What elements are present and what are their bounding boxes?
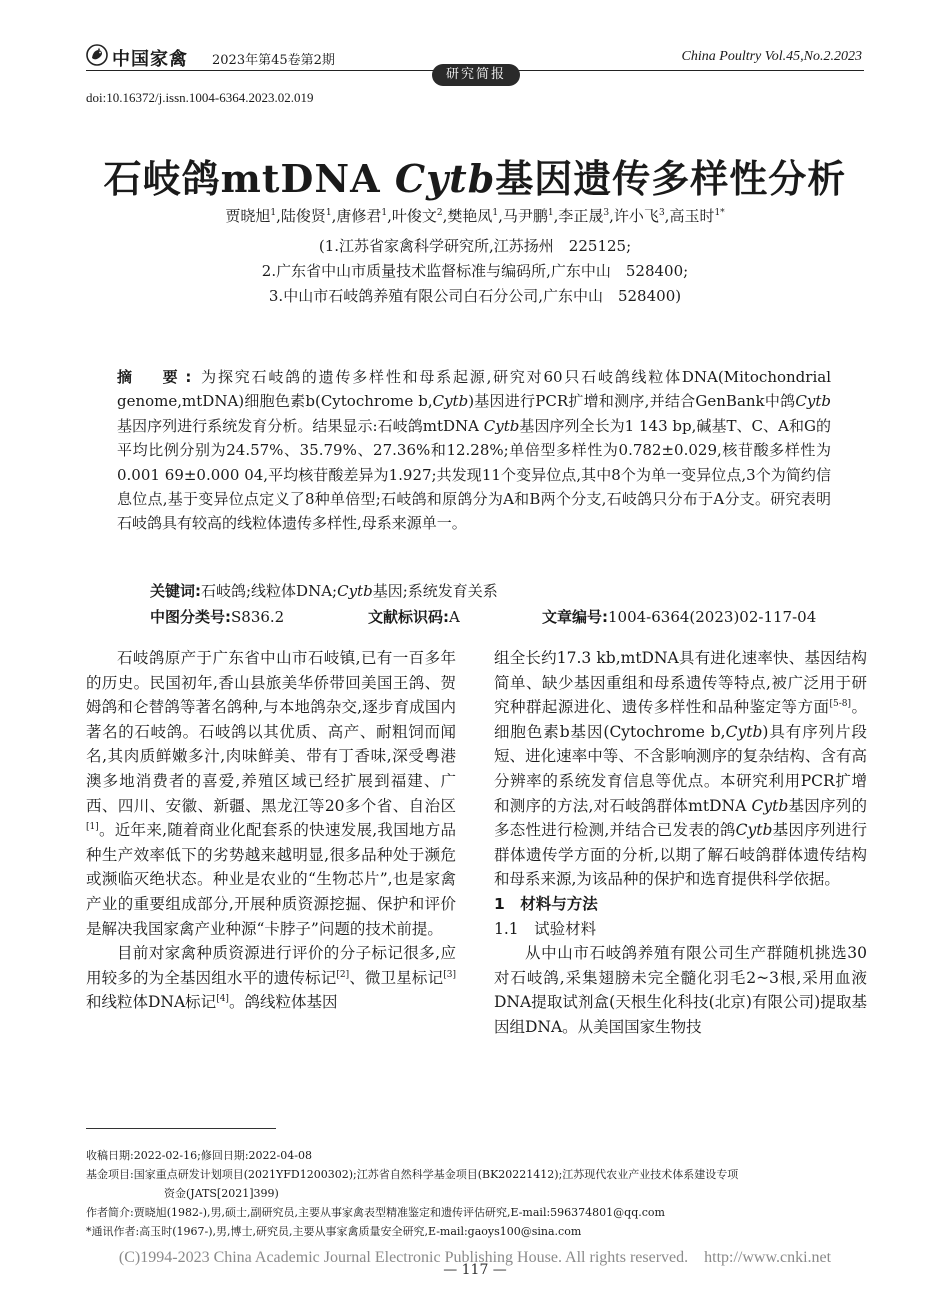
- section-heading: 1 材料与方法: [494, 894, 598, 913]
- abstract-label: 摘 要:: [117, 368, 198, 386]
- journal-english-volume: China Poultry Vol.45,No.2.2023: [681, 49, 862, 64]
- abstract-text: 为探究石岐鸽的遗传多样性和母系起源,研究对60只石岐鸽线粒体DNA(Mitochondrial genome,mtDNA)细胞色素b(Cytochrome b,Cytb)基因进行PCR扩增和测序,并结合GenBank中鸽Cytb基因序列进行系统发育分析。结果显示:石岐鸽mtDNA Cytb基因序列全长为1 143 bp,碱基T、C、A和G的平均比例分别为24.57%、35.79%、27.36%和12.28%;单倍型多样性为0.782±0.029,核苷酸多样性为0.001 69±0.000 04,平均核苷酸差异为1.927;共发现11个变异位点,其中8个为单一变异位点,3个为简约信息位点,基于变异位点定义了8种单倍型;石岐鸽和原鸽分为A和B两个分支,石岐鸽只分布于A分支。研究表明石岐鸽具有较高的线粒体遗传多样性,母系来源单一。: [117, 368, 832, 533]
- footnote-dates: 收稿日期:2022-02-16;修回日期:2022-04-08: [86, 1149, 312, 1162]
- affiliation-1: (1.江苏省家禽科学研究所,江苏扬州 225125;: [318, 237, 632, 255]
- keywords-text: 石岐鸽;线粒体DNA;Cytb基因;系统发育关系: [201, 582, 498, 600]
- page-number: — 117 —: [443, 1262, 507, 1278]
- subsection-heading: 1.1 试验材料: [494, 919, 597, 938]
- clc-number: 中图分类号:S836.2: [150, 608, 285, 626]
- author-list: 贾晓旭$^1$,陆俊贤$^1$,唐修君$^1$,叶俊文$^2$,樊艳凤$^1$,马尹鹏$^1$,李正晟$^3$,许小飞$^3$,高玉时$^{1*}$: [225, 207, 725, 225]
- body-paragraph: 从中山市石岐鸽养殖有限公司生产群随机挑选30对石岐鸽,采集翅膀未完全髓化羽毛2~3根,采用血液DNA提取试剂盒(天根生化科技(北京)有限公司)提取基因组DNA。从美国国家生物技: [494, 944, 867, 1036]
- footnote-author: 作者简介:贾晓旭(1982-),男,硕士,副研究员,主要从事家禽表型精准鉴定和遗传评估研究,E-mail:596374801@qq.com: [86, 1206, 665, 1219]
- body-paragraph: 石岐鸽原产于广东省中山市石岐镇,已有一百多年的历史。民国初年,香山县旅美华侨带回美国王鸽、贺姆鸽和仑替鸽等著名鸽种,与本地鸽杂交,逐步育成国内著名的石岐鸽。石岐鸽以其优质、高产、耐粗饲而闻名,其肉质鲜嫩多汁,肉味鲜美、带有丁香味,深受粤港澳多地消费者的喜爱,养殖区域已经扩展到福建、广西、四川、安徽、新疆、黑龙江等20多个省、自治区[1]。近年来,随着商业化配套系的快速发展,我国地方品种生产效率低下的劣势越来越明显,很多品种处于濒危或濒临灭绝状态。种业是农业的“生物芯片”,也是家禽产业的重要组成部分,开展种质资源挖掘、保护和评价是解决我国家禽产业种源“卡脖子”问题的技术前提。: [86, 649, 456, 938]
- affiliation-2: 2.广东省中山市质量技术监督标准与编码所,广东中山 528400;: [261, 262, 689, 280]
- footnotes: [86, 1146, 866, 1241]
- chicken-logo-icon: [86, 44, 108, 66]
- doi: doi:10.16372/j.issn.1004-6364.2023.02.019: [86, 90, 314, 105]
- body-left-column: [86, 646, 456, 1015]
- journal-name: 中国家禽: [112, 49, 188, 70]
- journal-volume: 2023年第45卷第2期: [212, 53, 335, 68]
- section-tag: 研究简报: [432, 64, 520, 86]
- affiliation-3: 3.中山市石岐鸽养殖有限公司白石分公司,广东中山 528400): [268, 287, 682, 305]
- document-code: 文献标识码:A: [368, 608, 460, 626]
- article-title: 石岐鸽mtDNA Cytb基因遗传多样性分析: [103, 156, 847, 201]
- body-paragraph: 目前对家禽种质资源进行评价的分子标记很多,应用较多的为全基因组水平的遗传标记[2]、微卫星标记[3]和线粒体DNA标记[4]。鸽线粒体基因: [86, 944, 456, 1012]
- body-paragraph: 组全长约17.3 kb,mtDNA具有进化速率快、基因结构简单、缺少基因重组和母系遗传等特点,被广泛用于研究种群起源进化、遗传多样性和品种鉴定等方面[5-8]。细胞色素b基因(Cytochrome b,Cytb)具有序列片段短、进化速率中等、不含影响测序的复杂结构、含有高分辨率的系统发育信息等优点。本研究利用PCR扩增和测序的方法,对石岐鸽群体mtDNA Cytb基因序列的多态性进行检测,并结合已发表的鸽Cytb基因序列进行群体遗传学方面的分析,以期了解石岐鸽群体遗传结构和母系来源,为该品种的保护和选育提供科学依据。: [494, 649, 867, 889]
- copyright-watermark: (C)1994-2023 China Academic Journal Electronic Publishing House. All rights reserved. http://www.cnki.net: [118, 1249, 832, 1266]
- footnote-divider: [86, 1128, 276, 1129]
- keywords: [150, 580, 498, 601]
- keywords-label: 关键词:: [150, 582, 201, 600]
- footnote-funding-cont: 资金(JATS[2021]399): [164, 1187, 279, 1200]
- footnote-funding: 基金项目:国家重点研发计划项目(2021YFD1200302);江苏省自然科学基金项目(BK20221412);江苏现代农业产业技术体系建设专项: [86, 1168, 739, 1181]
- article-number: 文章编号:1004-6364(2023)02-117-04: [542, 608, 817, 626]
- body-right-column: [494, 646, 867, 1040]
- footnote-corresponding: *通讯作者:高玉时(1967-),男,博士,研究员,主要从事家禽质量安全研究,E-mail:gaoys100@sina.com: [86, 1225, 582, 1238]
- abstract: [117, 365, 831, 536]
